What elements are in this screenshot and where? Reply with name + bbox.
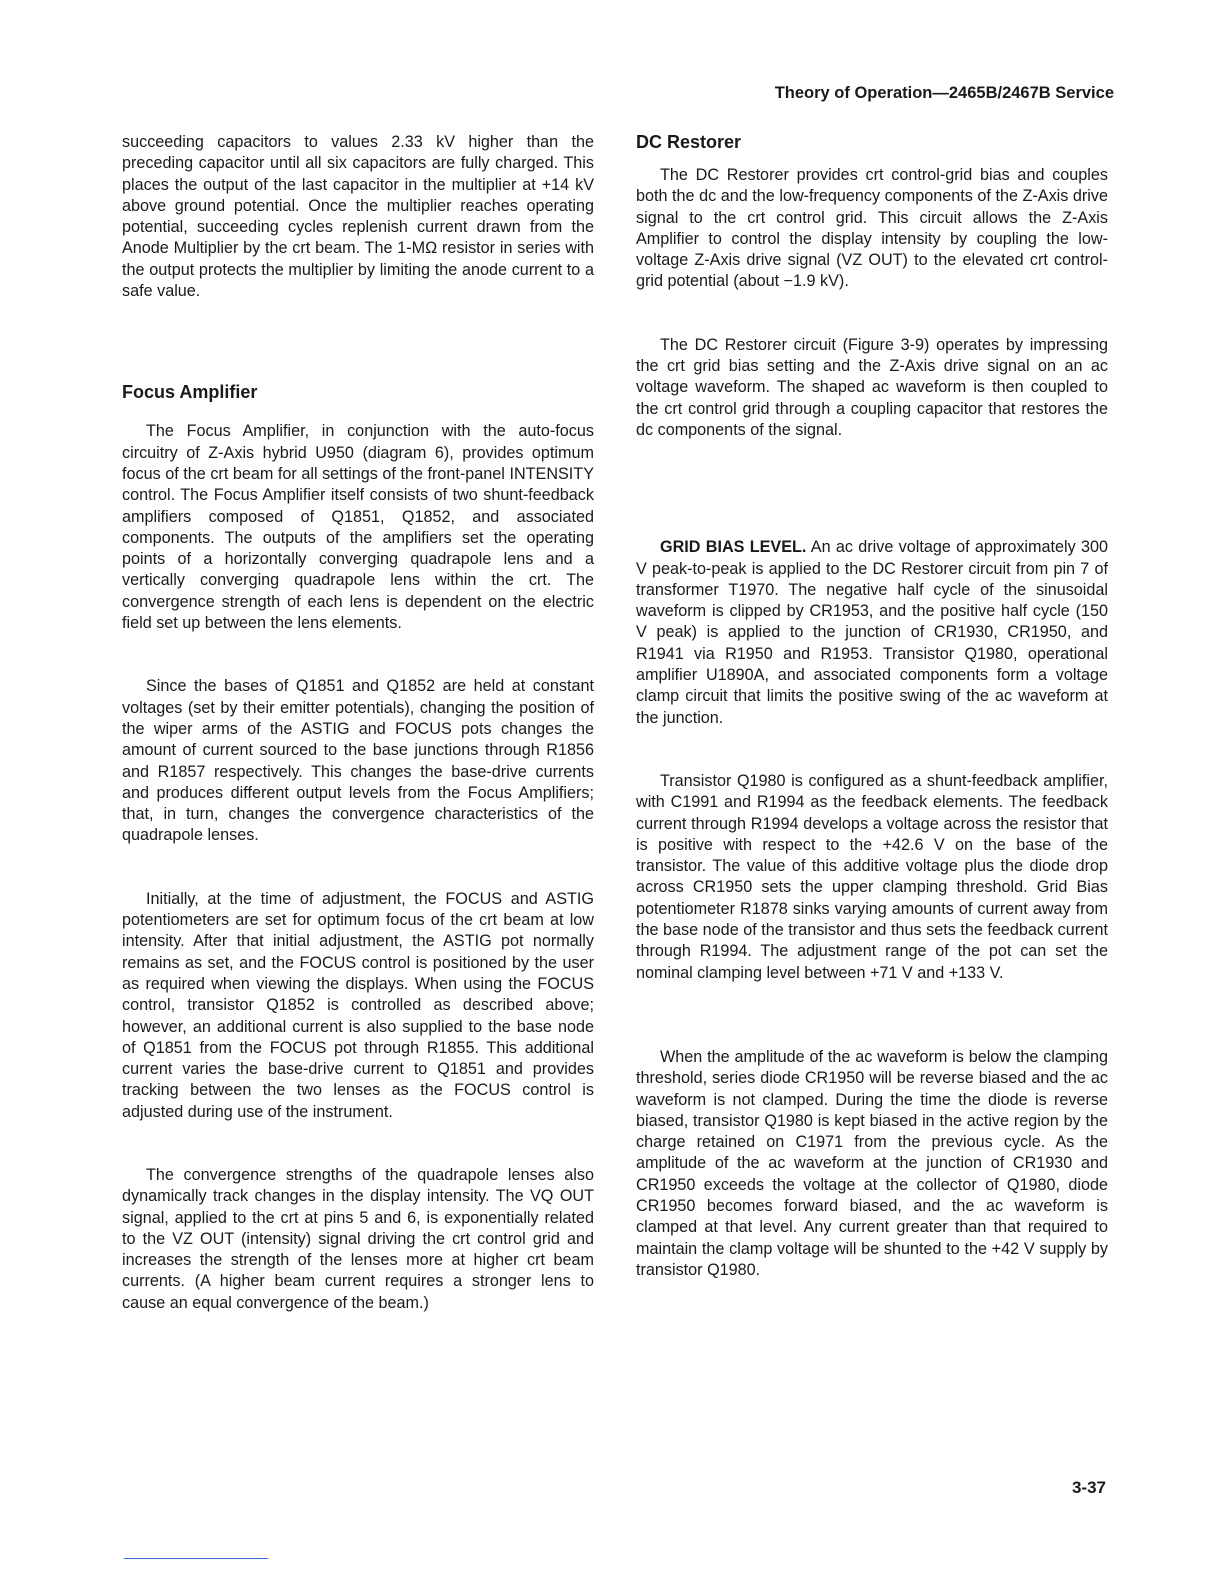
paragraph-text: An ac drive voltage of approximately 300 V peak-to-peak is applied to the DC Restorer circuit from pin 7 of transformer T1970. The negative half cycle of the sinusoidal waveform is clipped by CR1953, and the positive half cycle (150 V peak) is applied to the junction of CR1930, CR1950, and R1941 via R1950 and R1953. Transistor Q1980, operational amplifier U1890A, and associated components form a voltage clamp circuit that limits the positive swing of the ac waveform at the junction. [636, 538, 1108, 727]
running-header: Theory of Operation—2465B/2467B Service [774, 84, 1114, 102]
paragraph: When the amplitude of the ac waveform is below the clamping threshold, series diode CR1950 will be reverse biased and the ac waveform is not clamped. During the time the diode is reverse biased, transistor Q1980 is kept biased in the active region by the charge retained on C1971 from the previous cycle. As the amplitude of the ac waveform at the junction of CR1930 and CR1950 exceeds the voltage at the collector of Q1980, diode CR1950 becomes forward biased, and the ac waveform is clamped at that level. Any current greater than that required to maintain the clamp voltage will be shunted to the +42 V supply by transistor Q1980. [636, 1047, 1108, 1279]
paragraph: succeeding capacitors to values 2.33 kV higher than the preceding capacitor until all six capacitors are fully charged. This places the output of the last capacitor in the multiplier at +14 kV above ground potential. Once the multiplier reaches operating potential, succeeding cycles replenish current drawn from the Anode Multiplier by the crt beam. The 1-MΩ resistor in series with the output protects the multiplier by limiting the anode current to a safe value. [122, 133, 594, 301]
section-heading-focus-amplifier: Focus Amplifier [122, 382, 258, 403]
paragraph: The Focus Amplifier, in conjunction with the auto-focus circuitry of Z-Axis hybrid U950 (diagram 6), provides optimum focus of the crt beam for all settings of the front-panel INTENSITY control. The Focus Amplifier itself consists of two shunt-feedback amplifiers composed of Q1851, Q1852, and associated components. The outputs of the amplifiers set the operating points of a horizontally converging quadrapole lens and a vertically converging quadrapole lens within the crt. The convergence strength of each lens is dependent on the electric field set up between the lens elements. [122, 422, 594, 633]
paragraph: Initially, at the time of adjustment, the FOCUS and ASTIG potentiometers are set for optimum focus of the crt beam at low intensity. After that initial adjustment, the ASTIG pot normally remains as set, and the FOCUS control is positioned by the user as required when viewing the displays. When using the FOCUS control, transistor Q1852 is controlled as described above; however, an additional current is also supplied to the base node of Q1851 from the FOCUS pot through R1855. This additional current varies the base-drive current to Q1851 and provides tracking between the two lenses as the FOCUS control is adjusted during use of the instrument. [122, 889, 594, 1121]
section-heading-dc-restorer: DC Restorer [636, 132, 742, 152]
footer-rule [124, 1558, 268, 1559]
paragraph-grid-bias-level [636, 537, 1108, 729]
paragraph: Transistor Q1980 is configured as a shunt-feedback amplifier, with C1991 and R1994 as the feedback elements. The feedback current through R1994 develops a voltage across the resistor that is positive with respect to the +42.6 V on the base of the transistor. The value of this additive voltage plus the diode drop across CR1950 sets the upper clamping threshold. Grid Bias potentiometer R1878 sinks varying amounts of current away from the base node of the transistor and thus sets the feedback current through R1994. The adjustment range of the pot can set the nominal clamping level between +71 V and +133 V. [636, 771, 1108, 982]
page-number: 3-37 [1071, 1478, 1106, 1497]
paragraph: The DC Restorer circuit (Figure 3-9) operates by impressing the crt grid bias setting and the Z-Axis drive signal on an ac voltage waveform. The shaped ac waveform is then coupled to the crt control grid through a coupling capacitor that restores the dc components of the signal. [636, 335, 1108, 439]
right-column [636, 132, 1108, 1281]
left-column [122, 132, 594, 1314]
run-in-heading: GRID BIAS LEVEL. [660, 538, 807, 557]
paragraph: Since the bases of Q1851 and Q1852 are held at constant voltages (set by their emitter potentials), changing the position of the wiper arms of the ASTIG and FOCUS pots changes the amount of current sourced to the base junctions through R1856 and R1857 respectively. This changes the base-drive currents and produces different output levels from the Focus Amplifiers; that, in turn, changes the convergence characteristics of the quadrapole lenses. [122, 677, 594, 845]
paragraph: The DC Restorer provides crt control-grid bias and couples both the dc and the low-frequency components of the Z-Axis drive signal to the crt control grid. This circuit allows the Z-Axis Amplifier to control the display intensity by coupling the low-voltage Z-Axis drive signal (VZ OUT) to the elevated crt control-grid potential (about −1.9 kV). [636, 166, 1108, 291]
paragraph: The convergence strengths of the quadrapole lenses also dynamically track changes in the display intensity. The VQ OUT signal, applied to the crt at pins 5 and 6, is exponentially related to the VZ OUT (intensity) signal driving the crt control grid and increases the strength of the lenses more at higher crt beam currents. (A higher beam current requires a stronger lens to cause an equal convergence of the beam.) [122, 1165, 594, 1312]
